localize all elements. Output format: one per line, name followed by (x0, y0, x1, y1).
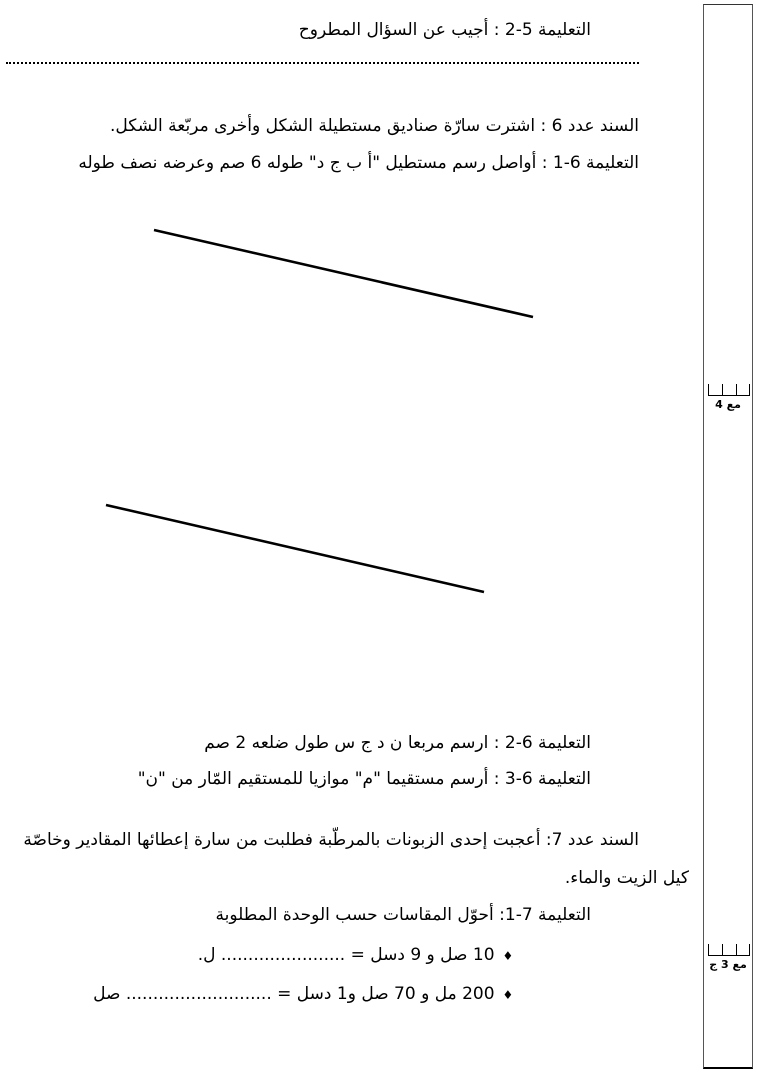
instruction-5-2: التعليمة 5-2 : أجيب عن السؤال المطروح (298, 20, 591, 40)
instruction-6-2: التعليمة 6-2 : ارسم مربعا ن د ج س طول ضلعه 2 صم (204, 733, 591, 753)
score-tick-boxes[interactable] (708, 383, 750, 396)
score-tick-boxes[interactable] (708, 943, 750, 956)
rectangle-side-top (154, 230, 533, 317)
criterion-label: مع 3 ج (709, 958, 747, 971)
exercise-text: 200 مل و 70 صل و1 دسل = ........................... صل (93, 984, 495, 1004)
diamond-bullet-icon: ♦ (502, 949, 513, 963)
criterion-label: مع 4 (715, 398, 741, 411)
instruction-6-1: التعليمة 6-1 : أواصل رسم مستطيل "أ ب ج د" طوله 6 صم وعرضه نصف طوله (78, 153, 639, 173)
rectangle-side-bottom (106, 505, 484, 592)
instruction-7-1: التعليمة 7-1: أحوّل المقاسات حسب الوحدة المطلوبة (215, 905, 591, 925)
support-7-text-line1: السند عدد 7: أعجبت إحدى الزبونات بالمرطّبة فطلبت من سارة إعطائها المقادير وخاصّة (23, 830, 639, 850)
answer-dotted-line[interactable] (6, 62, 639, 64)
score-box-criterion-4[interactable] (704, 383, 752, 411)
grading-margin-column (703, 4, 753, 1069)
exercise-text: 10 صل و 9 دسل = ....................... ل. (197, 945, 495, 965)
diamond-bullet-icon: ♦ (502, 988, 513, 1002)
instruction-6-3: التعليمة 6-3 : أرسم مستقيما "م" موازيا للمستقيم المّار من "ن" (137, 769, 591, 789)
support-7-text-line2: كيل الزيت والماء. (564, 868, 689, 888)
score-box-criterion-3c[interactable] (704, 943, 752, 971)
support-6-text: السند عدد 6 : اشترت سارّة صناديق مستطيلة الشكل وأخرى مربّعة الشكل. (110, 116, 639, 136)
conversion-exercise-1[interactable] (198, 944, 513, 967)
conversion-exercise-2[interactable] (93, 983, 513, 1006)
